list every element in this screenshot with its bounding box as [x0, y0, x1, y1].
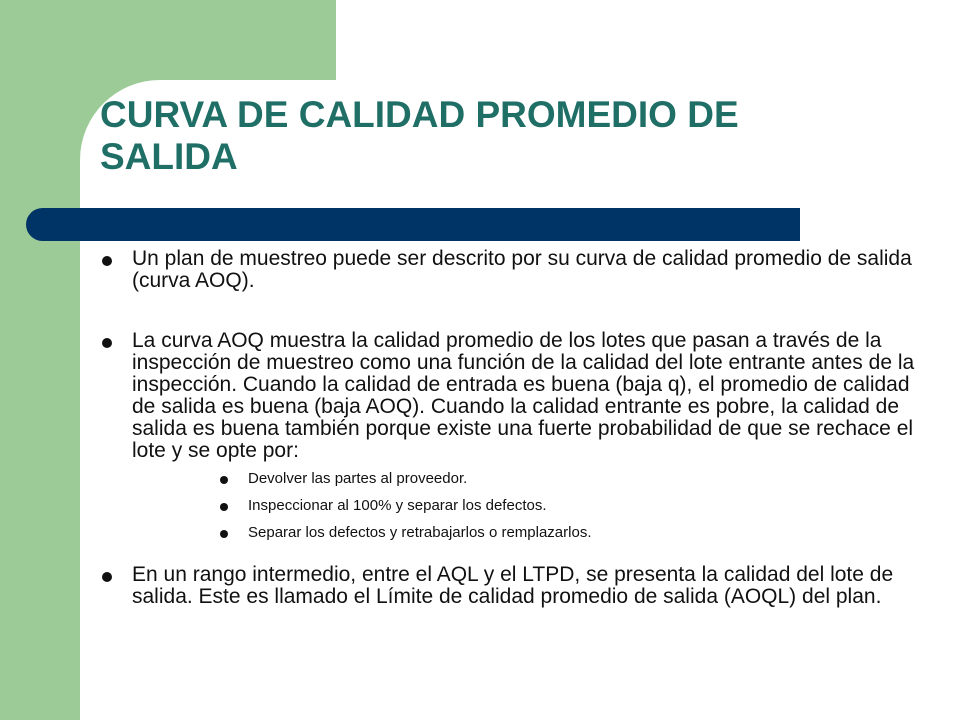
bullet-dot-icon — [102, 338, 112, 348]
sub-bullet-dot-icon — [220, 503, 228, 511]
sub-bullet-dot-icon — [220, 530, 228, 538]
bullet-dot-icon — [102, 256, 112, 266]
sub-bullet-item — [132, 470, 932, 488]
bullet-item — [102, 248, 932, 292]
bullet-item — [102, 330, 932, 542]
bullet-text: Un plan de muestreo puede ser descrito por su curva de calidad promedio de salida (curva AOQ). — [132, 247, 912, 292]
sub-bullet-text: Separar los defectos y retrabajarlos o remplazarlos. — [248, 524, 592, 541]
bullet-dot-icon — [102, 572, 112, 582]
bullet-item — [102, 564, 932, 608]
title-underline-bar — [26, 208, 800, 241]
sub-bullet-item — [132, 524, 932, 542]
bullet-text: La curva AOQ muestra la calidad promedio de los lotes que pasan a través de la inspección de muestreo como una función de la calidad del lote entrante antes de la inspección. Cuando la calidad de entrada es buena (baja q), el promedio de calidad de salida es buena (baja AOQ). Cuando la calidad entrante es pobre, la calidad de salida es buena también porque existe una fuerte probabilidad de que se rechace el lote y se opte por: — [132, 329, 915, 462]
sub-bullet-item — [132, 497, 932, 515]
slide-title: CURVA DE CALIDAD PROMEDIO DE SALIDA — [100, 94, 739, 177]
green-side-band — [0, 0, 80, 720]
sub-bullet-dot-icon — [220, 476, 228, 484]
bullet-text: En un rango intermedio, entre el AQL y el LTPD, se presenta la calidad del lote de salida. Este es llamado el Límite de calidad promedio de salida (AOQL) del plan. — [132, 563, 894, 608]
sub-bullet-text: Devolver las partes al proveedor. — [248, 470, 468, 487]
green-top-block — [80, 0, 336, 80]
sub-bullet-text: Inspeccionar al 100% y separar los defectos. — [248, 497, 547, 514]
sub-bullet-list — [132, 470, 932, 542]
bullet-list — [102, 248, 932, 608]
